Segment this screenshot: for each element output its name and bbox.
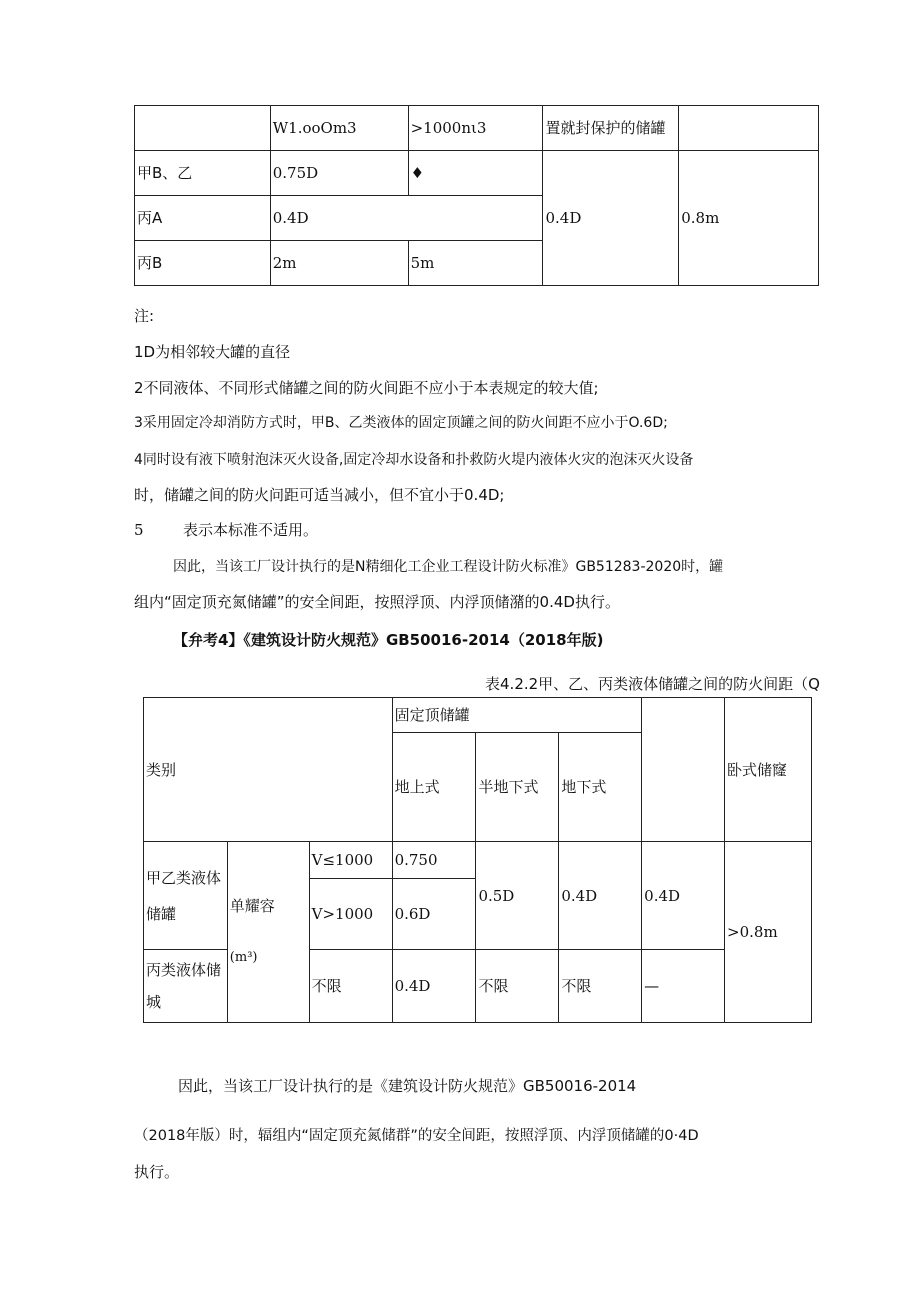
- semi-underground-header: 半地下式: [476, 733, 559, 842]
- value-cell: ♦: [408, 151, 543, 196]
- value-cell: 0.75D: [270, 151, 408, 196]
- range-cell: V≤1000: [309, 842, 392, 879]
- value-cell: 0.4D: [270, 196, 543, 241]
- volume-label: 单耀容: [229, 897, 275, 915]
- value-cell: 0.6D: [392, 879, 476, 950]
- floating-roof-header: [642, 698, 725, 842]
- reference-heading: 【弁考4】《建筑设计防火规范》GB50016-2014（2018年版): [173, 631, 604, 649]
- volume-unit: (m³): [229, 950, 258, 965]
- range-cell: V>1000: [309, 879, 392, 950]
- value-cell: 0.5D: [476, 842, 559, 950]
- fixed-roof-header: 固定顶储罐: [392, 698, 642, 733]
- category-cell: 甲乙类液体储罐: [144, 842, 228, 950]
- value-cell: 0.8m: [679, 151, 819, 286]
- table-row: [144, 698, 812, 733]
- range-cell: 不限: [309, 950, 392, 1023]
- value-cell: 5m: [408, 241, 543, 286]
- value-cell: —: [642, 950, 725, 1023]
- value-cell: 0.4D: [392, 950, 476, 1023]
- paragraph-2-line-2: （2018年版）时，辐组内“固定顶充氮储群”的安全间距，按照浮顶、内浮顶储罐的0·4D: [134, 1128, 699, 1144]
- note-3: 3采用固定冷却消防方式时，甲B、乙类液体的固定顶罐之间的防火间距不应小于O.6D;: [134, 415, 668, 431]
- underground-header: 地下式: [559, 733, 642, 842]
- spacing-table-1: [134, 105, 819, 286]
- table-caption: 表4.2.2甲、乙、丙类液体储罐之间的防火间距（Q: [485, 675, 820, 693]
- value-cell: >0.8m: [725, 842, 812, 1023]
- table-row: [144, 842, 812, 879]
- header-cell: >1000nι3: [408, 106, 543, 151]
- category-cell: 甲B、乙: [135, 151, 271, 196]
- header-cell: [679, 106, 819, 151]
- table-row: [135, 151, 819, 196]
- category-cell: 丙类液体储城: [144, 950, 228, 1023]
- header-cell: 置就封保护的储罐: [543, 106, 679, 151]
- value-cell: 0.750: [392, 842, 476, 879]
- header-cell: [135, 106, 271, 151]
- volume-label-cell: [227, 842, 309, 1023]
- value-cell: 不限: [559, 950, 642, 1023]
- paragraph-1-line-1: 因此，当该工厂设计执行的是N精细化工企业工程设计防火标准》GB51283-2020时，罐: [173, 559, 724, 575]
- category-header: 类别: [144, 698, 393, 842]
- table-row: [135, 106, 819, 151]
- notes-title: 注:: [134, 307, 155, 325]
- paragraph-2-line-3: 执行。: [134, 1163, 180, 1181]
- note-5-text: 表示本标准不适用。: [183, 521, 319, 539]
- note-1: 1D为相邻较大罐的直径: [134, 343, 291, 361]
- value-cell: 0.4D: [559, 842, 642, 950]
- paragraph-2-line-1: 因此，当该工厂设计执行的是《建筑设计防火规范》GB50016-2014: [178, 1077, 637, 1095]
- note-2: 2不同液体、不同形式储罐之间的防火间距不应小于本表规定的较大值;: [134, 379, 599, 397]
- value-cell: 不限: [476, 950, 559, 1023]
- above-ground-header: 地上式: [392, 733, 476, 842]
- header-cell: W1.ooOm3: [270, 106, 408, 151]
- spacing-table-2: [143, 697, 812, 1023]
- note-4-line-2: 时，储罐之间的防火问距可适当减小，但不宜小于0.4D;: [134, 486, 505, 504]
- horizontal-tank-header: 卧式储窿: [725, 698, 812, 842]
- category-cell: 丙B: [135, 241, 271, 286]
- value-cell: 0.4D: [642, 842, 725, 950]
- note-4-line-1: 4同时设有液下喷射泡沫灭火设备,固定冷却水设备和扑救防火堤内液体火灾的泡沫灭火设备: [134, 452, 694, 468]
- paragraph-1-line-2: 组内“固定顶充氮储罐”的安全间距，按照浮顶、内浮顶储潴的0.4D执行。: [134, 593, 620, 611]
- note-5-number: 5: [134, 521, 144, 539]
- value-cell: 0.4D: [543, 151, 679, 286]
- value-cell: 2m: [270, 241, 408, 286]
- category-cell: 丙A: [135, 196, 271, 241]
